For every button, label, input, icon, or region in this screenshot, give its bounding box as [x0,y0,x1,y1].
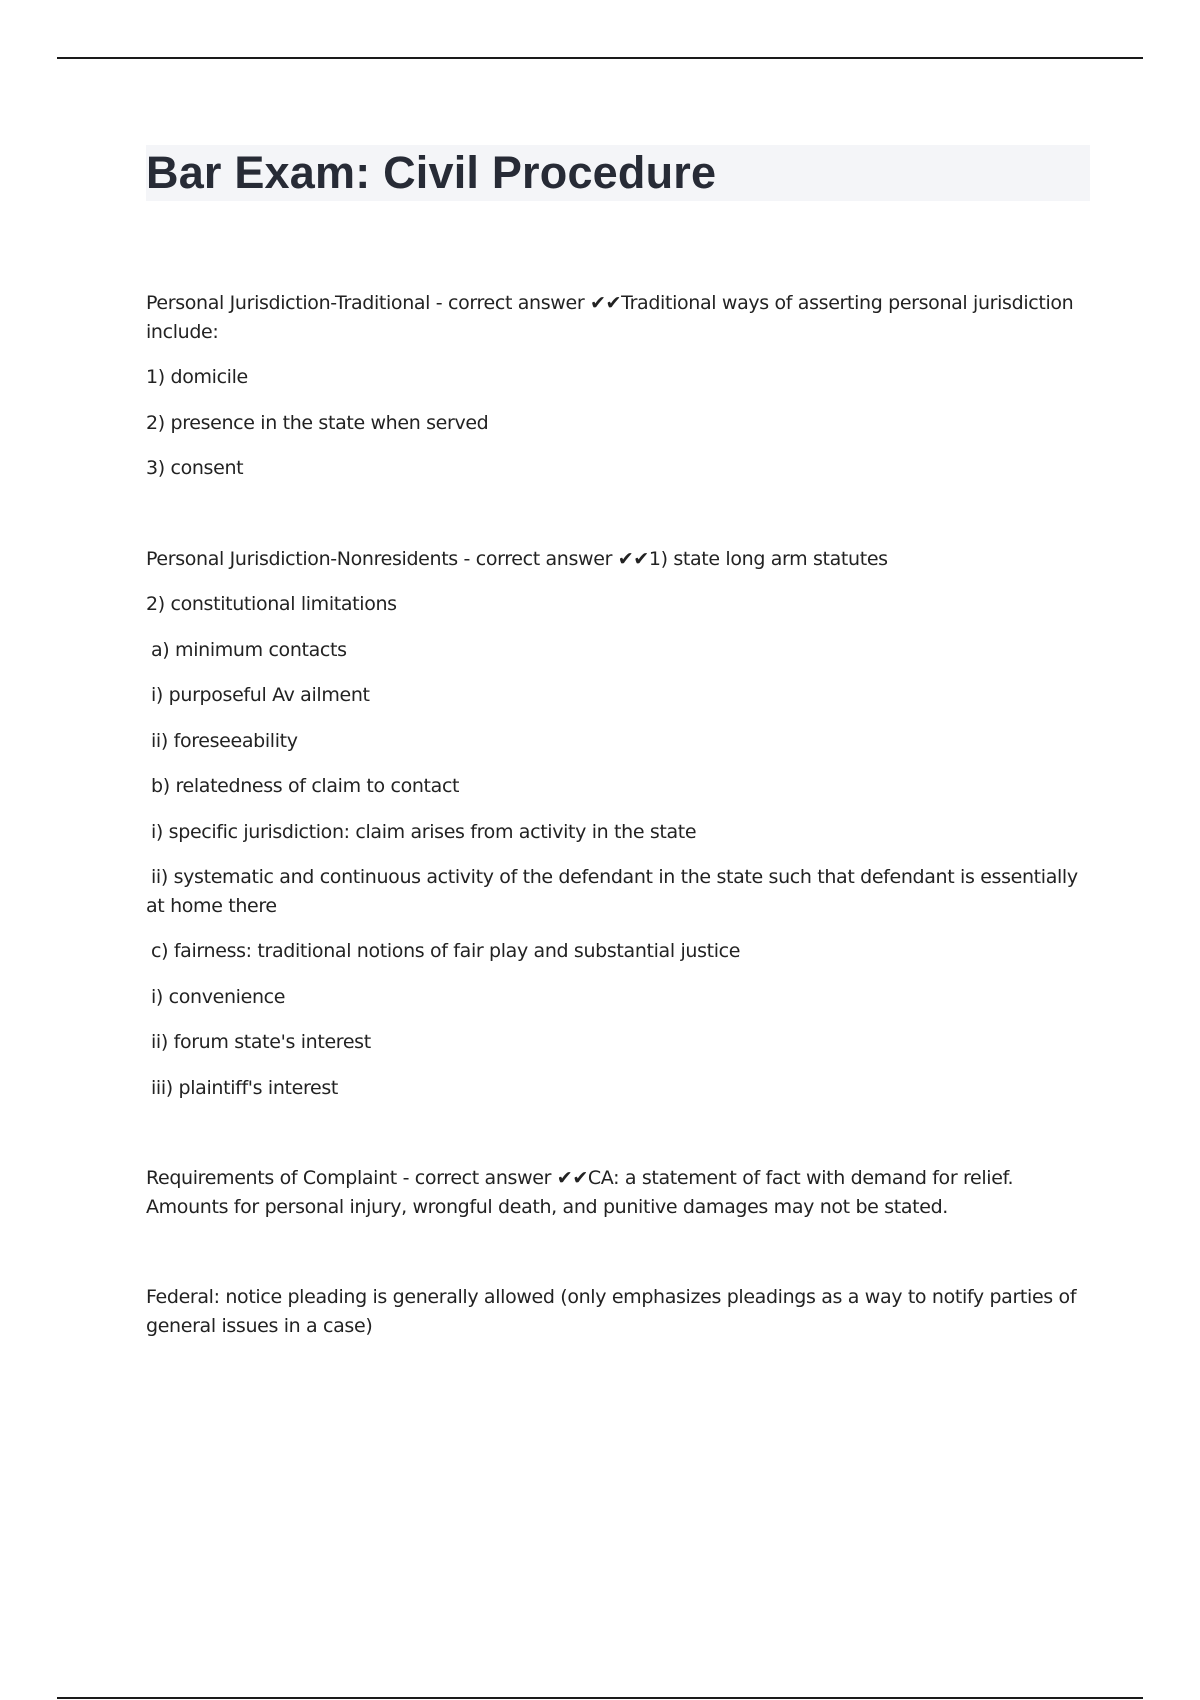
list-item: 3) consent [146,457,244,479]
list-item: 1) domicile [146,366,248,388]
section-heading-requirements-of-complaint: Requirements of Complaint - correct answer ✔✔CA: a statement of fact with demand for relief. Amounts for personal injury, wrongful death, and punitive damages may not be stated. [146,1167,1014,1218]
list-item: i) purposeful Av ailment [151,684,370,706]
list-item: i) convenience [151,985,286,1008]
footer-rule [57,1697,1143,1699]
list-item: 2) constitutional limitations [146,593,397,615]
list-item: 2) presence in the state when served [146,411,489,434]
page-title: Bar Exam: Civil Procedure [146,147,717,198]
section-paragraph-federal-notice-pleading: Federal: notice pleading is generally allowed (only emphasizes pleadings as a way to notify parties of general issues in a case) [146,1286,1077,1337]
list-item: i) specific jurisdiction: claim arises from activity in the state [151,820,697,843]
list-item: iii) plaintiff's interest [151,1076,339,1099]
list-item: a) minimum contacts [151,638,347,661]
header-rule [57,57,1143,59]
list-item: ii) systematic and continuous activity of the defendant in the state such that defendant is essentially at home there [146,866,1078,917]
document-body [146,145,1090,1340]
list-item: b) relatedness of claim to contact [151,775,460,797]
list-item: c) fairness: traditional notions of fair play and substantial justice [151,940,741,962]
list-item: ii) foreseeability [151,729,298,752]
section-heading-personal-jurisdiction-nonresidents: Personal Jurisdiction-Nonresidents - correct answer ✔✔1) state long arm statutes [146,547,888,570]
list-item: ii) forum state's interest [151,1031,371,1053]
section-heading-personal-jurisdiction-traditional: Personal Jurisdiction-Traditional - correct answer ✔✔Traditional ways of asserting personal jurisdiction include: [146,292,1074,343]
title-banner [146,145,1090,201]
